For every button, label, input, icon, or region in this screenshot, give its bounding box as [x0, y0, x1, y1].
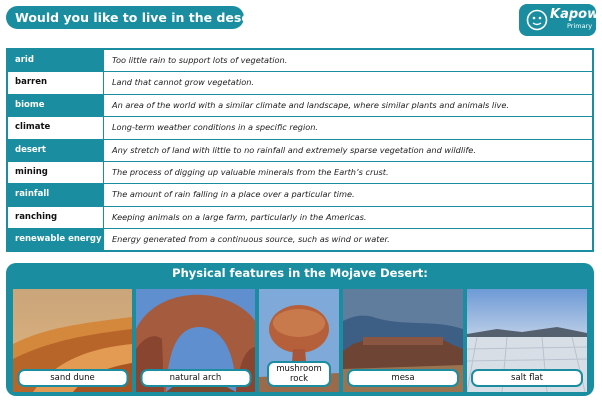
glossary-row: [8, 207, 592, 229]
glossary-row: [8, 50, 592, 72]
feature-label: mushroom rock: [267, 361, 331, 387]
glossary-table: [6, 48, 594, 252]
kapow-mascot-icon: [526, 9, 548, 31]
feature-card-mesa: [343, 289, 463, 392]
logo-sub: Primary: [567, 22, 593, 30]
glossary-definition: Energy generated from a continuous source, such as wind or water.: [112, 234, 390, 245]
glossary-term: renewable energy: [8, 229, 104, 251]
feature-label: sand dune: [17, 369, 128, 387]
feature-card-salt-flat: [467, 289, 587, 392]
feature-card-sand-dune: [13, 289, 132, 392]
glossary-row: [8, 184, 592, 206]
glossary-term: desert: [8, 140, 104, 161]
glossary-row: [8, 95, 592, 117]
feature-label: natural arch: [140, 369, 251, 387]
glossary-definition: An area of the world with a similar climate and landscape, where similar plants and animals live.: [112, 99, 509, 110]
glossary-definition: Too little rain to support lots of vegetation.: [112, 55, 288, 65]
glossary-term: climate: [8, 117, 104, 138]
glossary-row: [8, 229, 592, 251]
glossary-term: rainfall: [8, 184, 104, 205]
logo-name: Kapow: [550, 7, 600, 22]
glossary-definition: The process of digging up valuable minerals from the Earth’s crust.: [112, 166, 389, 177]
glossary-row: [8, 140, 592, 162]
feature-label: mesa: [347, 369, 459, 387]
page-title: Would you like to live in the desert?: [6, 6, 244, 29]
glossary-row: [8, 72, 592, 94]
glossary-term: arid: [8, 50, 104, 71]
glossary-row: [8, 162, 592, 184]
feature-card-natural-arch: [136, 289, 255, 392]
panel-title: Physical features in the Mojave Desert:: [172, 266, 428, 280]
glossary-row: [8, 117, 592, 139]
glossary-definition: Land that cannot grow vegetation.: [112, 77, 255, 88]
glossary-term: biome: [8, 95, 104, 116]
feature-card-mushroom-rock: [259, 289, 339, 392]
glossary-term: mining: [8, 162, 104, 183]
physical-features-panel: [6, 263, 594, 396]
glossary-term: ranching: [8, 207, 104, 228]
glossary-definition: The amount of rain falling in a place over a particular time.: [112, 189, 355, 200]
glossary-term: barren: [8, 72, 104, 93]
kapow-logo: [519, 4, 600, 36]
glossary-definition: Any stretch of land with little to no rainfall and extremely sparse vegetation and wildlife.: [112, 144, 476, 155]
glossary-definition: Keeping animals on a large farm, particularly in the Americas.: [112, 211, 367, 222]
feature-label: salt flat: [471, 369, 583, 387]
glossary-definition: Long-term weather conditions in a specific region.: [112, 122, 319, 133]
